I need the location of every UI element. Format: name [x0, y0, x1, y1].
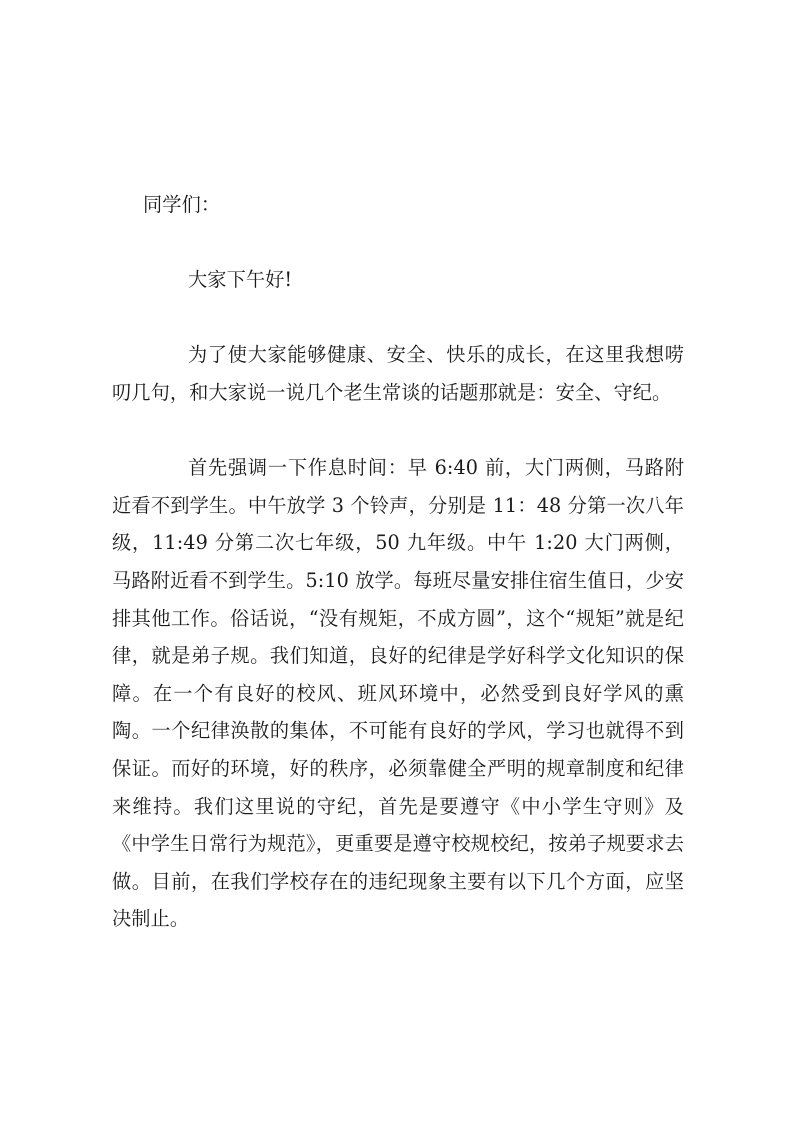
- salutation-paragraph: 同学们：: [143, 193, 221, 216]
- document-text-body: [112, 186, 684, 938]
- greeting-paragraph: 大家下午好!: [188, 268, 293, 292]
- intro-paragraph: 为了使大家能够健康、安全、快乐的成长，在这里我想唠叨几句，和大家说一说几个老生常谈的话题那就是：安全、守纪。: [112, 343, 684, 404]
- body-paragraph: 首先强调一下作息时间：早 6:40 前，大门两侧，马路附近看不到学生。中午放学 3 个铃声，分别是 11：48 分第一次八年级，11:49 分第二次七年级，50 九年级。中午 1:20 大门两侧，马路附近看不到学生。5:10 放学。每班尽量安排住宿生值日，少安排其他工作。俗话说，“没有规矩，不成方圆”，这个“规矩”就是纪律，就是弟子规。我们知道，良好的纪律是学好科学文化知识的保障。在一个有良好的校风、班风环境中，必然受到良好学风的熏陶。一个纪律涣散的集体，不可能有良好的学风，学习也就得不到保证。而好的环境，好的秩序，必须靠健全严明的规章制度和纪律来维持。我们这里说的守纪，首先是要遵守《中小学生守则》及《中学生日常行为规范》，更重要是遵守校规校纪，按弟子规要求去做。目前，在我们学校存在的违纪现象主要有以下几个方面，应坚决制止。: [112, 456, 684, 931]
